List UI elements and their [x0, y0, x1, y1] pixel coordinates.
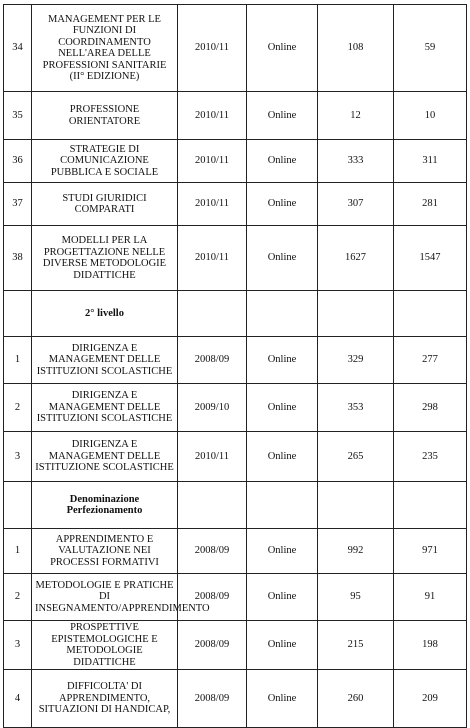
value-completed: 59	[394, 5, 467, 92]
section-header-row	[4, 482, 467, 529]
table-row	[4, 226, 467, 291]
academic-year: 2010/11	[178, 92, 247, 140]
delivery-mode: Online	[247, 574, 318, 621]
academic-year: 2008/09	[178, 529, 247, 574]
value-enrolled: 329	[318, 337, 394, 384]
row-number: 2	[4, 384, 32, 432]
value-completed: 277	[394, 337, 467, 384]
row-number: 36	[4, 140, 32, 183]
value-enrolled: 12	[318, 92, 394, 140]
value-completed: 10	[394, 92, 467, 140]
academic-year: 2008/09	[178, 337, 247, 384]
section-title: Denominazione Perfezionamento	[32, 482, 178, 529]
row-number: 3	[4, 432, 32, 482]
course-name: PROSPETTIVE EPISTEMOLOGICHE E METODOLOGIE DIDATTICHE	[32, 621, 178, 670]
courses-table	[3, 4, 467, 728]
value-enrolled: 265	[318, 432, 394, 482]
value-enrolled: 108	[318, 5, 394, 92]
value-enrolled: 95	[318, 574, 394, 621]
table-row	[4, 5, 467, 92]
delivery-mode: Online	[247, 432, 318, 482]
value-completed: 281	[394, 183, 467, 226]
value-completed: 298	[394, 384, 467, 432]
row-number: 38	[4, 226, 32, 291]
course-name: MODELLI PER LA PROGETTAZIONE NELLE DIVERSE METODOLOGIE DIDATTICHE	[32, 226, 178, 291]
table-row	[4, 183, 467, 226]
academic-year: 2010/11	[178, 432, 247, 482]
delivery-mode: Online	[247, 183, 318, 226]
delivery-mode: Online	[247, 226, 318, 291]
row-number: 34	[4, 5, 32, 92]
academic-year: 2010/11	[178, 5, 247, 92]
value-completed: 311	[394, 140, 467, 183]
table-row	[4, 337, 467, 384]
academic-year: 2009/10	[178, 384, 247, 432]
course-name: STRATEGIE DI COMUNICAZIONE PUBBLICA E SOCIALE	[32, 140, 178, 183]
table-row	[4, 621, 467, 670]
delivery-mode: Online	[247, 529, 318, 574]
course-name: MANAGEMENT PER LE FUNZIONI DI COORDINAMENTO NELL'AREA DELLE PROFESSIONI SANITARIE (II° EDIZIONE)	[32, 5, 178, 92]
table-row	[4, 574, 467, 621]
value-completed: 198	[394, 621, 467, 670]
section-title: 2° livello	[32, 291, 178, 337]
course-name: METODOLOGIE E PRATICHE DI INSEGNAMENTO/APPRENDIMENTO	[32, 574, 178, 621]
course-name: PROFESSIONE ORIENTATORE	[32, 92, 178, 140]
row-number: 1	[4, 337, 32, 384]
value-completed: 209	[394, 670, 467, 728]
row-number: 1	[4, 529, 32, 574]
value-completed: 1547	[394, 226, 467, 291]
delivery-mode: Online	[247, 384, 318, 432]
course-name: APPRENDIMENTO E VALUTAZIONE NEI PROCESSI FORMATIVI	[32, 529, 178, 574]
year-cell	[178, 291, 247, 337]
value-completed: 235	[394, 432, 467, 482]
table-row	[4, 529, 467, 574]
delivery-mode: Online	[247, 5, 318, 92]
academic-year: 2010/11	[178, 183, 247, 226]
table-row	[4, 140, 467, 183]
table-row	[4, 432, 467, 482]
academic-year: 2008/09	[178, 574, 247, 621]
value-b-cell	[394, 482, 467, 529]
value-enrolled: 215	[318, 621, 394, 670]
table-row	[4, 92, 467, 140]
course-name: DIRIGENZA E MANAGEMENT DELLE ISTITUZIONE SCOLASTICHE	[32, 432, 178, 482]
value-enrolled: 260	[318, 670, 394, 728]
mode-cell	[247, 291, 318, 337]
value-enrolled: 353	[318, 384, 394, 432]
value-enrolled: 307	[318, 183, 394, 226]
row-number: 37	[4, 183, 32, 226]
delivery-mode: Online	[247, 140, 318, 183]
row-number: 3	[4, 621, 32, 670]
value-enrolled: 333	[318, 140, 394, 183]
index-cell	[4, 291, 32, 337]
row-number: 35	[4, 92, 32, 140]
index-cell	[4, 482, 32, 529]
mode-cell	[247, 482, 318, 529]
courses-table-body	[4, 5, 467, 728]
academic-year: 2010/11	[178, 226, 247, 291]
delivery-mode: Online	[247, 670, 318, 728]
year-cell	[178, 482, 247, 529]
delivery-mode: Online	[247, 92, 318, 140]
value-enrolled: 1627	[318, 226, 394, 291]
value-completed: 971	[394, 529, 467, 574]
row-number: 4	[4, 670, 32, 728]
course-name: DIRIGENZA E MANAGEMENT DELLE ISTITUZIONI SCOLASTICHE	[32, 384, 178, 432]
value-enrolled: 992	[318, 529, 394, 574]
row-number: 2	[4, 574, 32, 621]
table-row	[4, 670, 467, 728]
section-header-row	[4, 291, 467, 337]
table-row	[4, 384, 467, 432]
value-b-cell	[394, 291, 467, 337]
course-name: DIRIGENZA E MANAGEMENT DELLE ISTITUZIONI SCOLASTICHE	[32, 337, 178, 384]
value-completed: 91	[394, 574, 467, 621]
academic-year: 2010/11	[178, 140, 247, 183]
delivery-mode: Online	[247, 337, 318, 384]
academic-year: 2008/09	[178, 670, 247, 728]
course-name: DIFFICOLTA' DI APPRENDIMENTO, SITUAZIONI DI HANDICAP,	[32, 670, 178, 728]
value-a-cell	[318, 482, 394, 529]
value-a-cell	[318, 291, 394, 337]
academic-year: 2008/09	[178, 621, 247, 670]
course-name: STUDI GIURIDICI COMPARATI	[32, 183, 178, 226]
delivery-mode: Online	[247, 621, 318, 670]
